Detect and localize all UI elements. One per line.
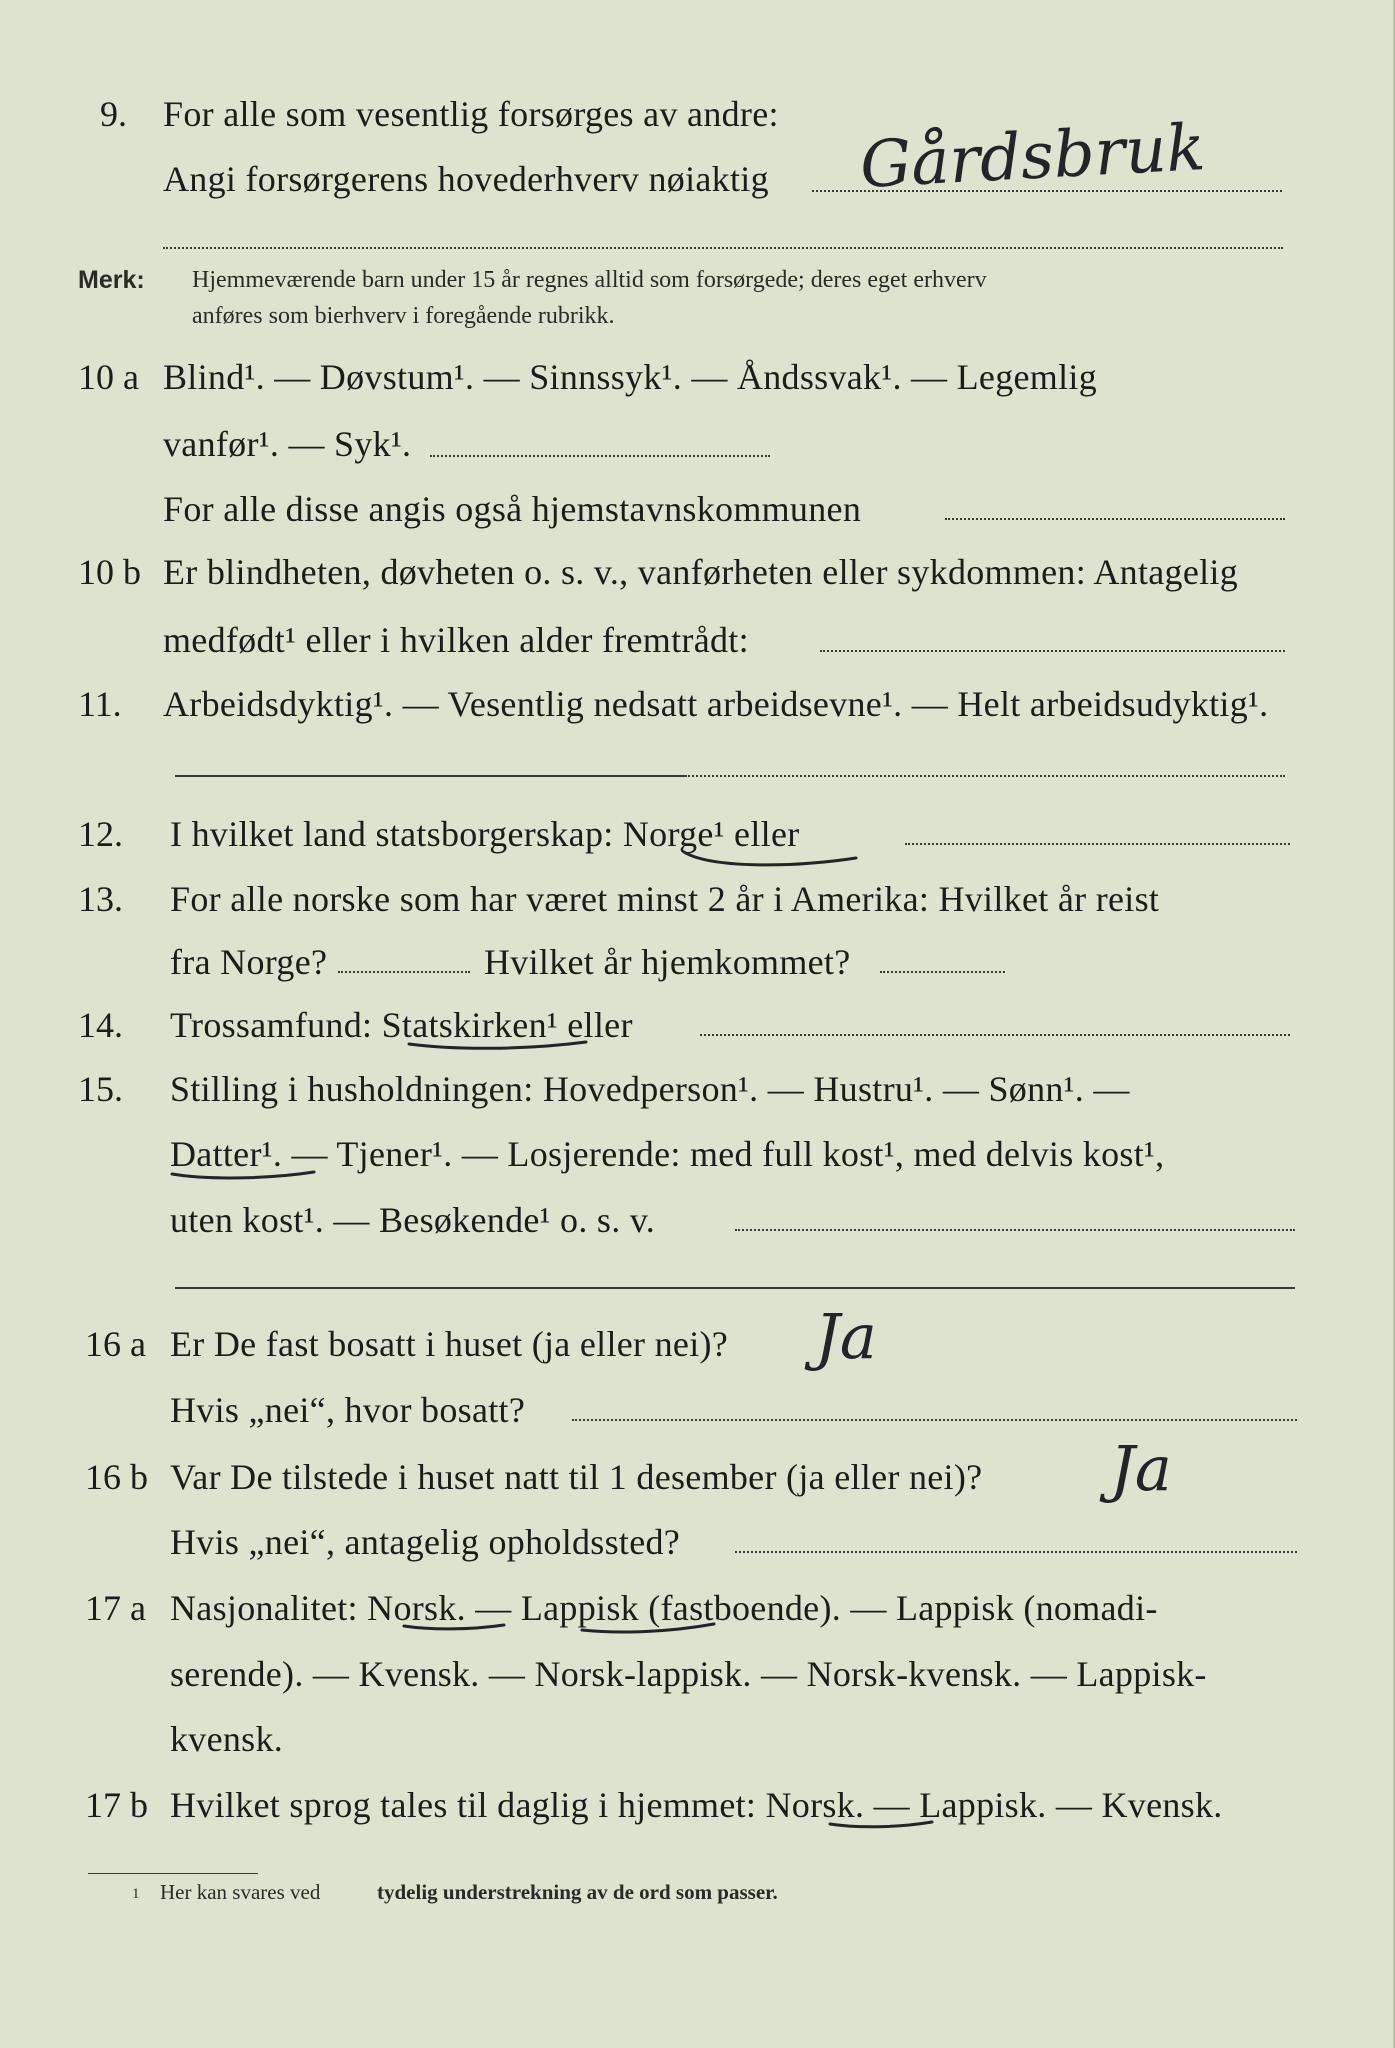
q15-datter-underline-mark [168, 1166, 318, 1184]
q9-extra-line [163, 247, 1283, 249]
q13-line-2a: fra Norge? [170, 942, 328, 982]
q16b-handwritten-answer: Ja [1110, 1432, 1172, 1505]
q10a-line-2-blank [430, 455, 770, 457]
q9-line-2: Angi forsørgerens hovederhverv nøiaktig [163, 159, 769, 199]
q11-number: 11. [78, 684, 122, 724]
q15-number: 15. [78, 1069, 123, 1109]
q15-answer-rule [175, 1287, 1295, 1289]
q14-blank [700, 1034, 1290, 1036]
q9-number: 9. [100, 94, 127, 134]
q16b-line-1: Var De tilstede i huset natt til 1 desember (ja eller nei)? [170, 1457, 983, 1497]
q16b-blank [735, 1551, 1297, 1553]
footnote-marker: 1 [132, 1886, 140, 1902]
q13-number: 13. [78, 879, 123, 919]
footnote-text-b: tydelig understrekning av de ord som passer. [377, 1880, 778, 1904]
q17a-line-1: Nasjonalitet: Norsk. — Lappisk (fastboende). — Lappisk (nomadi- [170, 1588, 1158, 1628]
q17b-norsk-underline-mark [826, 1816, 936, 1834]
q11-answer-rule-right [685, 775, 1285, 777]
q12-number: 12. [78, 814, 123, 854]
q16a-line-2: Hvis „nei“, hvor bosatt? [170, 1390, 526, 1430]
q10a-line-1: Blind¹. — Døvstum¹. — Sinnssyk¹. — Åndssvak¹. — Legemlig [163, 357, 1097, 397]
q10a-line-3: For alle disse angis også hjemstavnskommunen [163, 489, 862, 529]
q10b-line-2: medfødt¹ eller i hvilken alder fremtrådt: [163, 620, 749, 660]
footnote-text-a: Her kan svares ved [160, 1880, 321, 1904]
q14-line-1: Trossamfund: Statskirken¹ eller [170, 1005, 633, 1045]
q17a-line-2: serende). — Kvensk. — Norsk-lappisk. — Norsk-kvensk. — Lappisk- [170, 1654, 1207, 1694]
q10b-number: 10 b [78, 552, 141, 592]
merk-label: Merk: [78, 266, 145, 294]
q15-line-2: Datter¹. — Tjener¹. — Losjerende: med full kost¹, med delvis kost¹, [170, 1134, 1165, 1174]
q9-line-1: For alle som vesentlig forsørges av andre: [163, 94, 779, 134]
q16b-number: 16 b [85, 1457, 148, 1497]
q15-line-3: uten kost¹. — Besøkende¹ o. s. v. [170, 1200, 656, 1240]
q10b-line-2-blank [820, 650, 1285, 652]
q16b-line-2: Hvis „nei“, antagelig opholdssted? [170, 1522, 681, 1562]
q17b-number: 17 b [85, 1785, 148, 1825]
q11-answer-rule-left [175, 775, 685, 777]
q17b-line-1: Hvilket sprog tales til daglig i hjemmet: Norsk. — Lappisk. — Kvensk. [170, 1785, 1223, 1825]
q14-number: 14. [78, 1005, 123, 1045]
q17a-underline-marks [400, 1618, 720, 1640]
q16a-blank [572, 1419, 1297, 1421]
footnote-separator [88, 1873, 258, 1874]
q17a-number: 17 a [85, 1588, 146, 1628]
q12-norge-underline-mark [680, 846, 860, 872]
q10a-number: 10 a [78, 357, 139, 397]
q13-reist-blank [338, 971, 470, 973]
q17a-line-3: kvensk. [170, 1719, 284, 1759]
q16a-number: 16 a [85, 1324, 146, 1364]
merk-line-2: anføres som bierhverv i foregående rubrikk. [192, 303, 615, 329]
q16a-handwritten-answer: Ja [815, 1300, 877, 1373]
q10a-line-3-blank [945, 518, 1285, 520]
q13-line-1: For alle norske som har været minst 2 år i Amerika: Hvilket år reist [170, 879, 1160, 919]
q12-blank [905, 843, 1290, 845]
q13-hjemkommet-blank [880, 971, 1005, 973]
q14-statskirken-underline-mark [405, 1036, 590, 1056]
q9-handwritten-answer: Gårdsbruk [858, 111, 1207, 203]
q13-line-2b: Hvilket år hjemkommet? [484, 942, 851, 982]
q15-blank [735, 1229, 1295, 1231]
q15-line-1: Stilling i husholdningen: Hovedperson¹. — Hustru¹. — Sønn¹. — [170, 1069, 1130, 1109]
merk-line-1: Hjemmeværende barn under 15 år regnes alltid som forsørgede; deres eget erhverv [192, 267, 987, 293]
q10b-line-1: Er blindheten, døvheten o. s. v., vanførheten eller sykdommen: Antagelig [163, 552, 1239, 592]
q16a-line-1: Er De fast bosatt i huset (ja eller nei)? [170, 1324, 729, 1364]
q11-line-1: Arbeidsdyktig¹. — Vesentlig nedsatt arbeidsevne¹. — Helt arbeidsudyktig¹. [163, 684, 1269, 724]
q10a-line-2: vanfør¹. — Syk¹. [163, 424, 412, 464]
q12-line-1: I hvilket land statsborgerskap: Norge¹ eller [170, 814, 800, 854]
